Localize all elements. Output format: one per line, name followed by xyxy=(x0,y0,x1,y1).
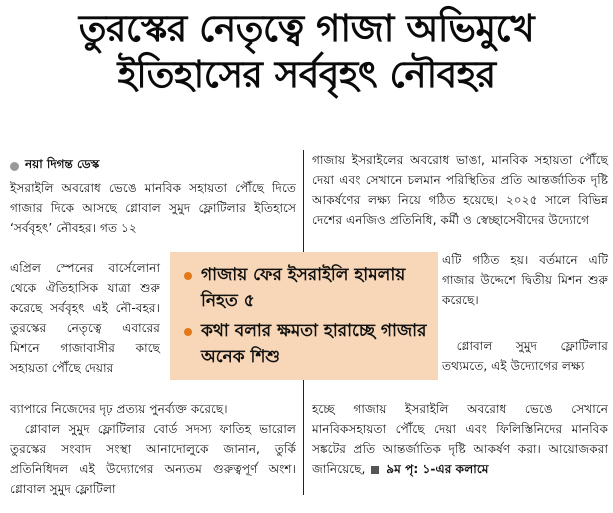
headline-line-2: ইতিহাসের সর্ববৃহৎ নৌবহর xyxy=(117,53,496,96)
right-column-para-1-cont: এটি গঠিত হয়। বর্তমানে এটি গাজার উদ্দেশে দ্বিতীয় মিশন শুরু করেছে। xyxy=(442,253,608,307)
left-column-para-1-cont: এপ্রিল স্পেনের বার্সেলোনা থেকে ঐতিহাসিক যাত্রা শুরু করেছে সর্ববৃহৎ এই নৌ-বহর। তুরস্কের নেতৃত্বে এবারের মিশনে গাজাবাসীর কাছে সহায়তা পৌঁছে দেয়ার xyxy=(10,261,160,375)
jump-marker-icon xyxy=(371,466,379,474)
jump-reference: ৯ম পৃ: ১-এর কলামে xyxy=(386,462,489,476)
bullet-icon xyxy=(184,328,192,336)
headline-line-1: তুরস্কের নেতৃত্বে গাজা অভিমুখে xyxy=(78,7,535,50)
right-column-para-2-cont-text: হচ্ছে গাজায় ইসরাইলি অবরোধ ভেঙে সেখানে মানবিকসহায়তা পৌঁছে দেয়া এবং ফিলিস্তিনিদের মানবিক সঙ্কটের প্রতি আন্তর্জাতিক দৃষ্টি আকর্ষণ করা। আয়োজকরা জানিয়েছে, xyxy=(312,402,608,476)
left-column-para-1-end: ব্যাপারে নিজেদের দৃঢ় প্রত্যয় পুনর্ব্যক্ত করেছে। xyxy=(10,402,228,416)
right-column-para-2-cont xyxy=(312,399,608,479)
callout-item-2-text: কথা বলার ক্ষমতা হারাচ্ছে গাজার অনেক শিশু xyxy=(201,321,427,367)
byline-text: নয়া দিগন্ত ডেস্ক xyxy=(25,157,100,171)
callout-item-1-text: গাজায় ফের ইসরাইলি হামলায় নিহত ৫ xyxy=(201,265,406,311)
left-column-para-2-text: গ্লোবাল সুমুদ ফ্লোটিলার বোর্ড সদস্য ফাতিহ ভারোল তুরস্কের সংবাদ সংস্থা আনাদোলুকে জানান, তুর্কি প্রতিনিধিদল এই উদ্যোগের অন্যতম গুরুত্বপূর্ণ অংশ। গ্লোবাল সুমুদ ফ্লোটিলা xyxy=(10,422,296,496)
callout-item-2 xyxy=(184,318,431,370)
callout-item-1 xyxy=(184,262,431,314)
left-column-para-1: ইসরাইলি অবরোধ ভেঙে মানবিক সহায়তা পৌঁছে দিতে গাজার দিকে আসছে গ্লোবাল সুমুদ ফ্লোটিলার ইতিহাসে ‘সর্ববৃহৎ’ নৌবহর। গত ১২ xyxy=(10,181,296,235)
byline-dot-icon xyxy=(10,162,19,171)
bullet-icon xyxy=(184,272,192,280)
left-column-para-2 xyxy=(10,399,296,499)
right-column-para-1: গাজায় ইসরাইলের অবরোধ ভাঙা, মানবিক সহায়তা পৌঁছে দেয়া এবং সেখানে চলমান পরিস্থিতির প্রতি আন্তর্জাতিক দৃষ্টি আকর্ষণের লক্ষ্য নিয়ে গঠিত হয়েছে। ২০২৫ সালে বিভিন্ন দেশের এনজিও প্রতিনিধি, কর্মী ও স্বেচ্ছাসেবীদের উদ্যোগে xyxy=(312,153,608,227)
callout-box xyxy=(170,252,438,380)
right-column-para-2: গ্লোবাল সুমুদ ফ্লোটিলার তথ্যমতে, এই উদ্যোগের লক্ষ্য xyxy=(442,339,608,373)
byline xyxy=(10,156,99,176)
headline xyxy=(0,6,613,98)
